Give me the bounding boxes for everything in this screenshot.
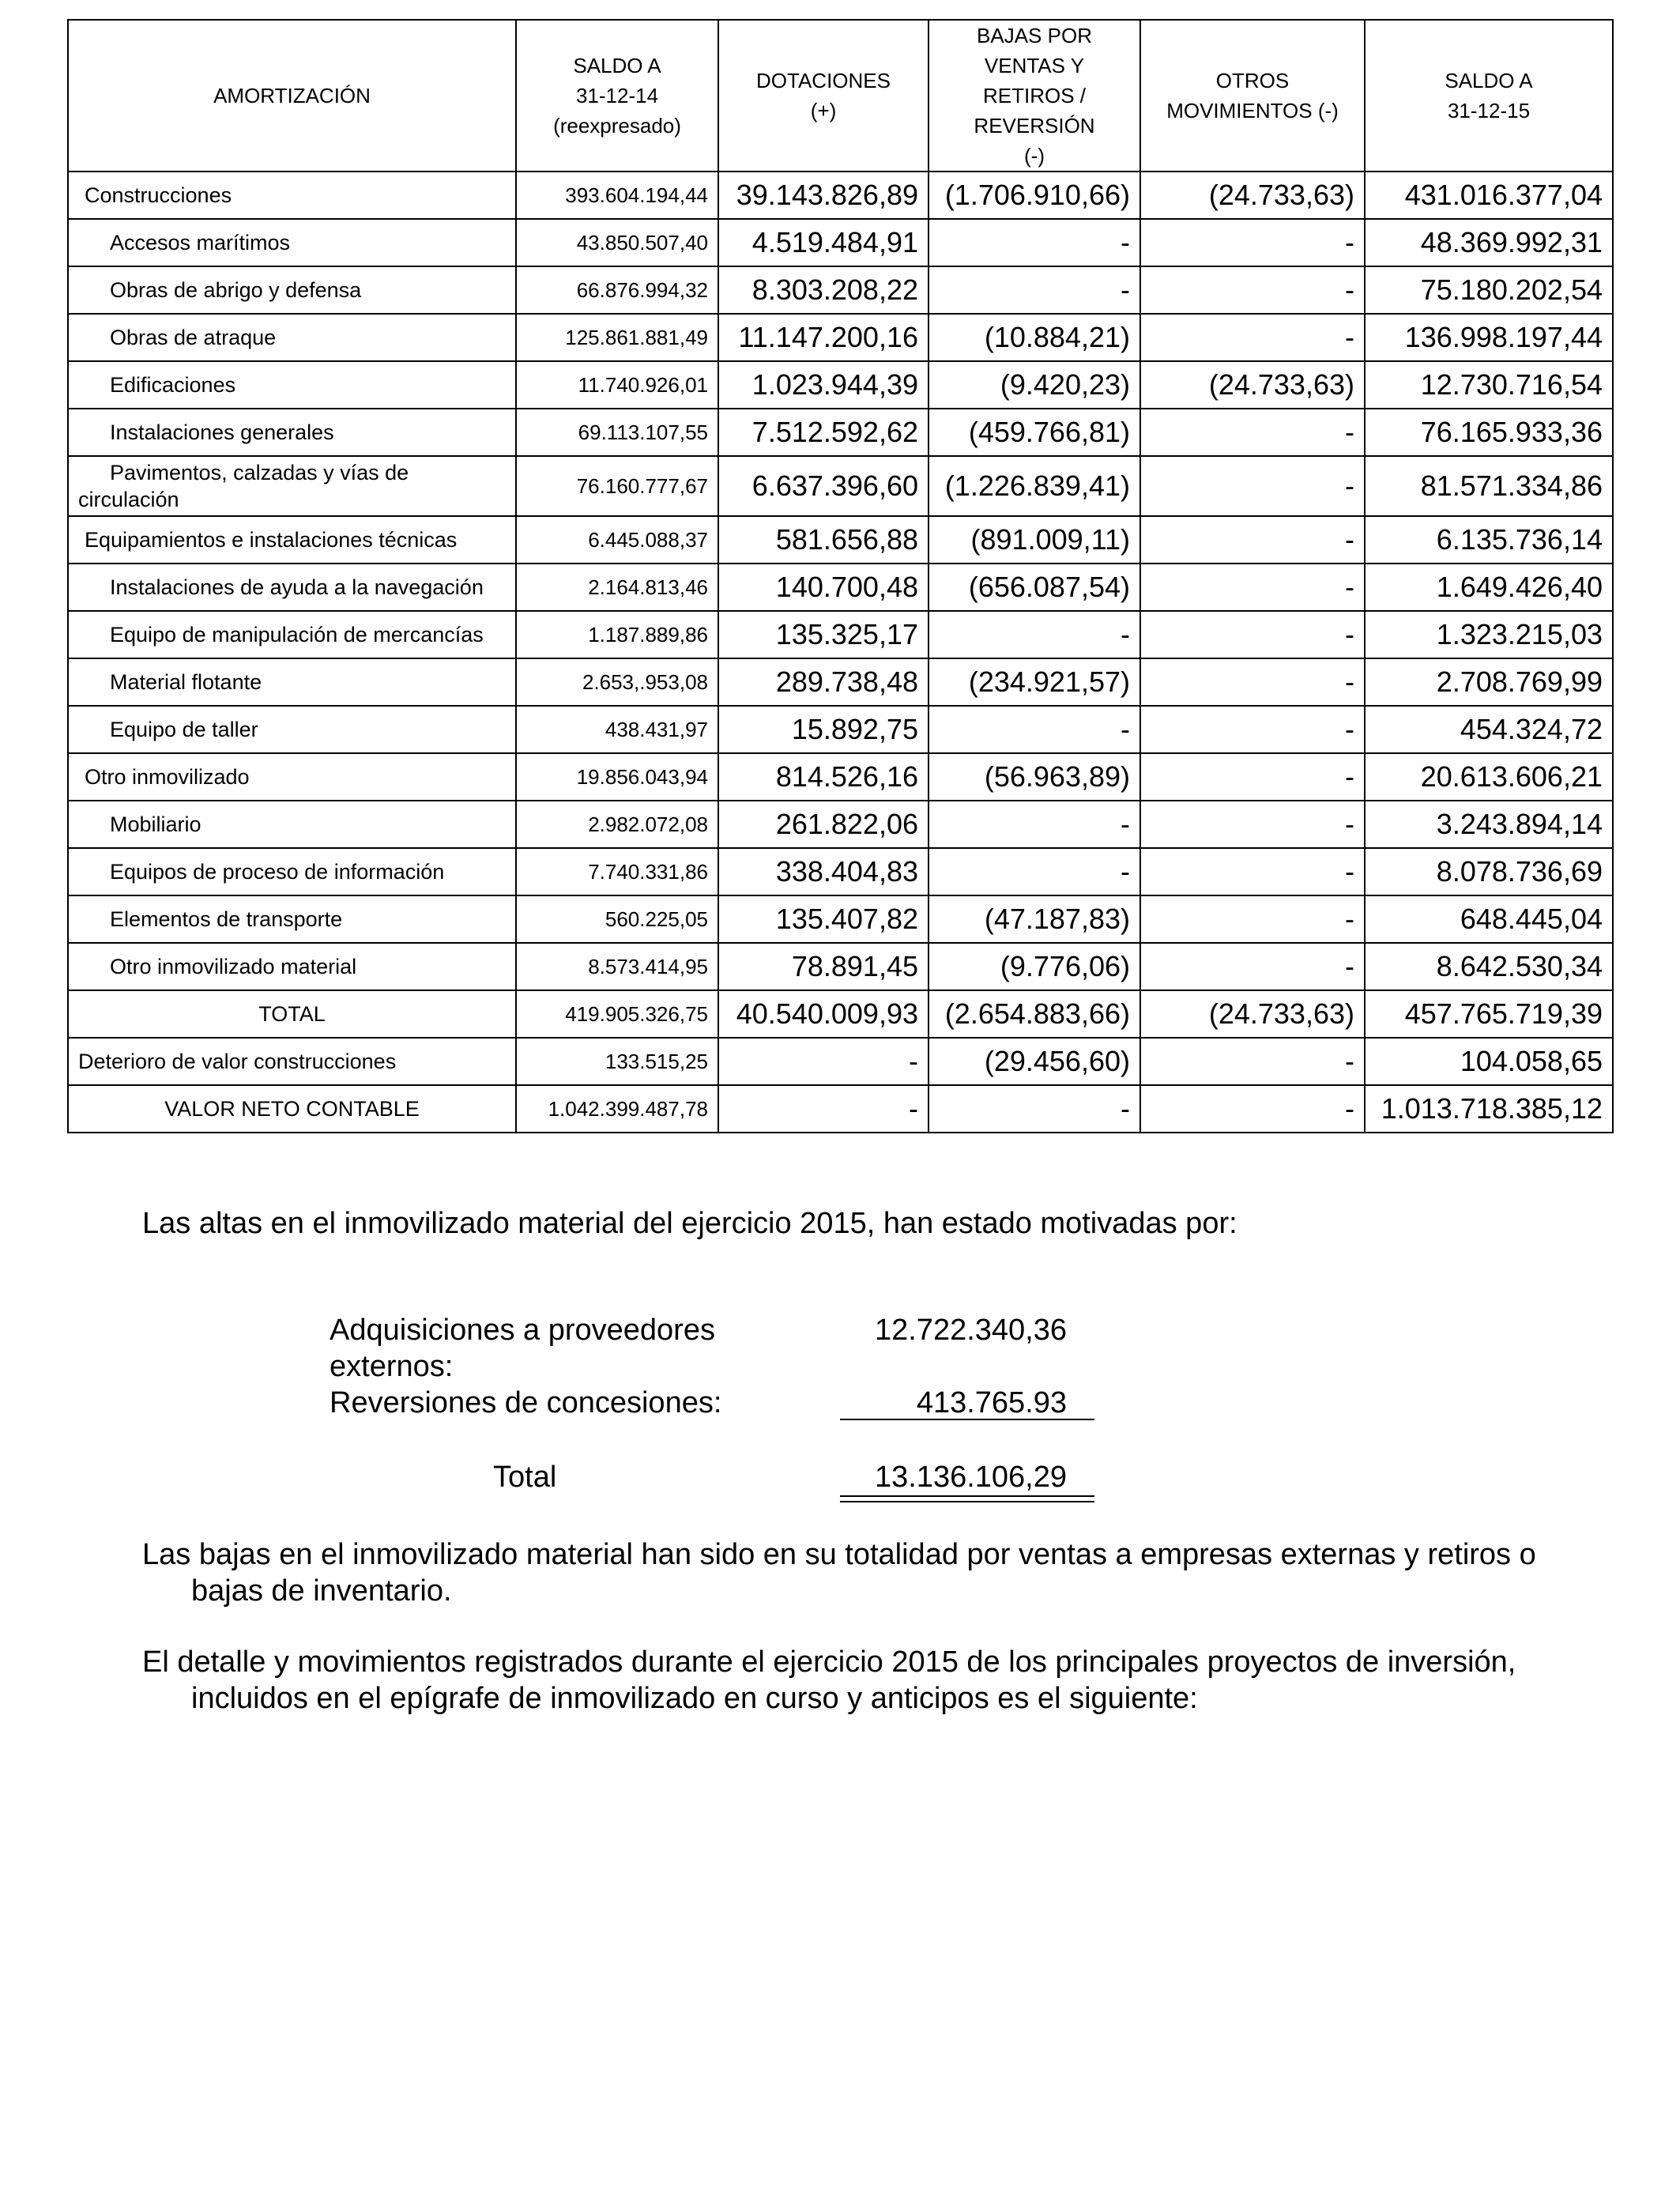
row-label: Elementos de transporte [68,895,516,943]
cell-bajas: (1.706.910,66) [929,172,1140,219]
table-row [68,943,1613,990]
cell-saldo-2015: 75.180.202,54 [1365,266,1613,314]
table-row [68,1085,1613,1133]
altas-intro: Las altas en el inmovilizado material del ejercicio 2015, han estado motivadas por: [142,1207,1237,1240]
cell-bajas: (47.187,83) [929,895,1140,943]
table-row [68,801,1613,848]
cell-dotaciones: 78.891,45 [718,943,929,990]
cell-saldo-2014: 66.876.994,32 [516,266,718,314]
cell-saldo-2015: 457.765.719,39 [1365,990,1613,1038]
cell-dotaciones: 15.892,75 [718,706,929,753]
row-label: Equipamientos e instalaciones técnicas [68,516,516,564]
cell-bajas: - [929,848,1140,895]
cell-saldo-2014: 43.850.507,40 [516,219,718,266]
bajas-line-1: Las bajas en el inmovilizado material han sido en su totalidad por ventas a empresas externas y retiros o [142,1538,1536,1571]
table-row [68,611,1613,658]
cell-saldo-2014: 125.861.881,49 [516,314,718,361]
table-row [68,266,1613,314]
row-label: Instalaciones generales [68,409,516,456]
cell-dotaciones: 11.147.200,16 [718,314,929,361]
row-label: Material flotante [68,658,516,706]
cell-bajas: - [929,266,1140,314]
cell-saldo-2015: 6.135.736,14 [1365,516,1613,564]
cell-saldo-2015: 1.323.215,03 [1365,611,1613,658]
row-label: Obras de abrigo y defensa [68,266,516,314]
cell-saldo-2015: 8.078.736,69 [1365,848,1613,895]
cell-dotaciones: 7.512.592,62 [718,409,929,456]
cell-bajas: (2.654.883,66) [929,990,1140,1038]
cell-saldo-2014: 19.856.043,94 [516,753,718,801]
header-bajas: BAJAS POR VENTAS Y RETIROS / REVERSIÓN (-) [929,20,1140,172]
table-row [68,1038,1613,1085]
cell-dotaciones: 289.738,48 [718,658,929,706]
cell-saldo-2015: 431.016.377,04 [1365,172,1613,219]
table-row [68,456,1613,516]
cell-dotaciones: 814.526,16 [718,753,929,801]
cell-otros: - [1140,219,1365,266]
row-label: Otro inmovilizado material [68,943,516,990]
cell-dotaciones: - [718,1038,929,1085]
table-row [68,516,1613,564]
row-label: Instalaciones de ayuda a la navegación [68,564,516,611]
cell-otros: - [1140,895,1365,943]
cell-otros: - [1140,848,1365,895]
cell-otros: - [1140,706,1365,753]
row-label: Equipos de proceso de información [68,848,516,895]
cell-saldo-2014: 438.431,97 [516,706,718,753]
cell-bajas: - [929,1085,1140,1133]
reversiones-label: Reversiones de concesiones: [330,1386,722,1419]
header-saldo-2015: SALDO A 31-12-15 [1365,20,1613,172]
cell-saldo-2014: 1.042.399.487,78 [516,1085,718,1133]
amortization-table [67,19,1614,1133]
cell-saldo-2014: 560.225,05 [516,895,718,943]
table-row [68,172,1613,219]
cell-dotaciones: 135.325,17 [718,611,929,658]
cell-otros: - [1140,516,1365,564]
cell-otros: - [1140,943,1365,990]
cell-bajas: (10.884,21) [929,314,1140,361]
table-row [68,706,1613,753]
row-label: Equipo de taller [68,706,516,753]
cell-bajas: (656.087,54) [929,564,1140,611]
cell-saldo-2014: 6.445.088,37 [516,516,718,564]
total-double-rule-bottom [840,1501,1094,1502]
row-label: Obras de atraque [68,314,516,361]
cell-otros: - [1140,1038,1365,1085]
adquisiciones-value: 12.722.340,36 [874,1314,1067,1347]
bajas-paragraph [142,1536,1632,1609]
bajas-line-2: bajas de inventario. [191,1574,452,1608]
cell-dotaciones: 1.023.944,39 [718,361,929,409]
cell-bajas: (459.766,81) [929,409,1140,456]
cell-saldo-2015: 3.243.894,14 [1365,801,1613,848]
cell-saldo-2015: 81.571.334,86 [1365,456,1613,516]
cell-dotaciones: - [718,1085,929,1133]
cell-dotaciones: 39.143.826,89 [718,172,929,219]
cell-saldo-2014: 8.573.414,95 [516,943,718,990]
cell-dotaciones: 8.303.208,22 [718,266,929,314]
cell-dotaciones: 581.656,88 [718,516,929,564]
header-amortizacion: AMORTIZACIÓN [68,20,516,172]
row-label: Otro inmovilizado [68,753,516,801]
table-row [68,848,1613,895]
header-dotaciones: DOTACIONES (+) [718,20,929,172]
cell-otros: (24.733,63) [1140,990,1365,1038]
cell-saldo-2015: 1.013.718.385,12 [1365,1085,1613,1133]
cell-otros: - [1140,456,1365,516]
cell-otros: - [1140,266,1365,314]
header-saldo-2014: SALDO A 31-12-14 (reexpresado) [516,20,718,172]
cell-saldo-2015: 76.165.933,36 [1365,409,1613,456]
header-otros-movimientos: OTROS MOVIMIENTOS (-) [1140,20,1365,172]
cell-bajas: (56.963,89) [929,753,1140,801]
cell-saldo-2015: 136.998.197,44 [1365,314,1613,361]
cell-dotaciones: 338.404,83 [718,848,929,895]
table-row [68,409,1613,456]
cell-otros: - [1140,409,1365,456]
detalle-line-1: El detalle y movimientos registrados durante el ejercicio 2015 de los principales proyectos de inversión, [142,1646,1516,1679]
table-row [68,658,1613,706]
row-label: Equipo de manipulación de mercancías [68,611,516,658]
total-double-rule-top [840,1495,1094,1497]
cell-dotaciones: 135.407,82 [718,895,929,943]
cell-dotaciones: 40.540.009,93 [718,990,929,1038]
cell-otros: - [1140,1085,1365,1133]
table-row [68,895,1613,943]
cell-otros: - [1140,314,1365,361]
cell-otros: (24.733,63) [1140,361,1365,409]
cell-otros: (24.733,63) [1140,172,1365,219]
table-row [68,990,1613,1038]
cell-saldo-2014: 2.164.813,46 [516,564,718,611]
cell-saldo-2015: 8.642.530,34 [1365,943,1613,990]
cell-bajas: (29.456,60) [929,1038,1140,1085]
cell-saldo-2015: 454.324,72 [1365,706,1613,753]
detalle-line-2: incluidos en el epígrafe de inmovilizado en curso y anticipos es el siguiente: [191,1682,1198,1715]
cell-bajas: - [929,219,1140,266]
adquisiciones-label: Adquisiciones a proveedores externos: [330,1314,715,1383]
cell-saldo-2014: 69.113.107,55 [516,409,718,456]
cell-bajas: (9.776,06) [929,943,1140,990]
cell-dotaciones: 4.519.484,91 [718,219,929,266]
subtotal-rule [840,1419,1094,1420]
cell-saldo-2015: 104.058,65 [1365,1038,1613,1085]
cell-bajas: (234.921,57) [929,658,1140,706]
cell-otros: - [1140,564,1365,611]
row-label: Construcciones [68,172,516,219]
total-value: 13.136.106,29 [874,1461,1067,1494]
cell-bajas: (891.009,11) [929,516,1140,564]
table-row [68,564,1613,611]
cell-otros: - [1140,658,1365,706]
row-label: TOTAL [68,990,516,1038]
table-row [68,753,1613,801]
table-row [68,361,1613,409]
row-label: Deterioro de valor construcciones [68,1038,516,1085]
table-row [68,314,1613,361]
cell-saldo-2014: 11.740.926,01 [516,361,718,409]
table-row [68,219,1613,266]
table-header-row [68,20,1613,172]
cell-bajas: - [929,611,1140,658]
cell-dotaciones: 140.700,48 [718,564,929,611]
cell-saldo-2014: 393.604.194,44 [516,172,718,219]
cell-dotaciones: 6.637.396,60 [718,456,929,516]
cell-saldo-2015: 48.369.992,31 [1365,219,1613,266]
cell-saldo-2014: 1.187.889,86 [516,611,718,658]
row-label: Pavimentos, calzadas y vías de circulación [68,456,516,516]
cell-saldo-2014: 76.160.777,67 [516,456,718,516]
cell-saldo-2014: 2.653,.953,08 [516,658,718,706]
cell-saldo-2015: 2.708.769,99 [1365,658,1613,706]
row-label: Accesos marítimos [68,219,516,266]
cell-otros: - [1140,801,1365,848]
cell-otros: - [1140,753,1365,801]
cell-saldo-2015: 1.649.426,40 [1365,564,1613,611]
cell-saldo-2015: 20.613.606,21 [1365,753,1613,801]
detalle-paragraph [142,1644,1632,1717]
row-label: Mobiliario [68,801,516,848]
cell-otros: - [1140,611,1365,658]
cell-bajas: (9.420,23) [929,361,1140,409]
cell-saldo-2015: 648.445,04 [1365,895,1613,943]
cell-saldo-2015: 12.730.716,54 [1365,361,1613,409]
cell-saldo-2014: 2.982.072,08 [516,801,718,848]
cell-saldo-2014: 133.515,25 [516,1038,718,1085]
row-label: VALOR NETO CONTABLE [68,1085,516,1133]
reversiones-value: 413.765.93 [916,1386,1067,1419]
cell-bajas: - [929,801,1140,848]
row-label: Edificaciones [68,361,516,409]
cell-bajas: - [929,706,1140,753]
cell-dotaciones: 261.822,06 [718,801,929,848]
cell-saldo-2014: 7.740.331,86 [516,848,718,895]
total-label: Total [493,1461,557,1494]
cell-bajas: (1.226.839,41) [929,456,1140,516]
cell-saldo-2014: 419.905.326,75 [516,990,718,1038]
